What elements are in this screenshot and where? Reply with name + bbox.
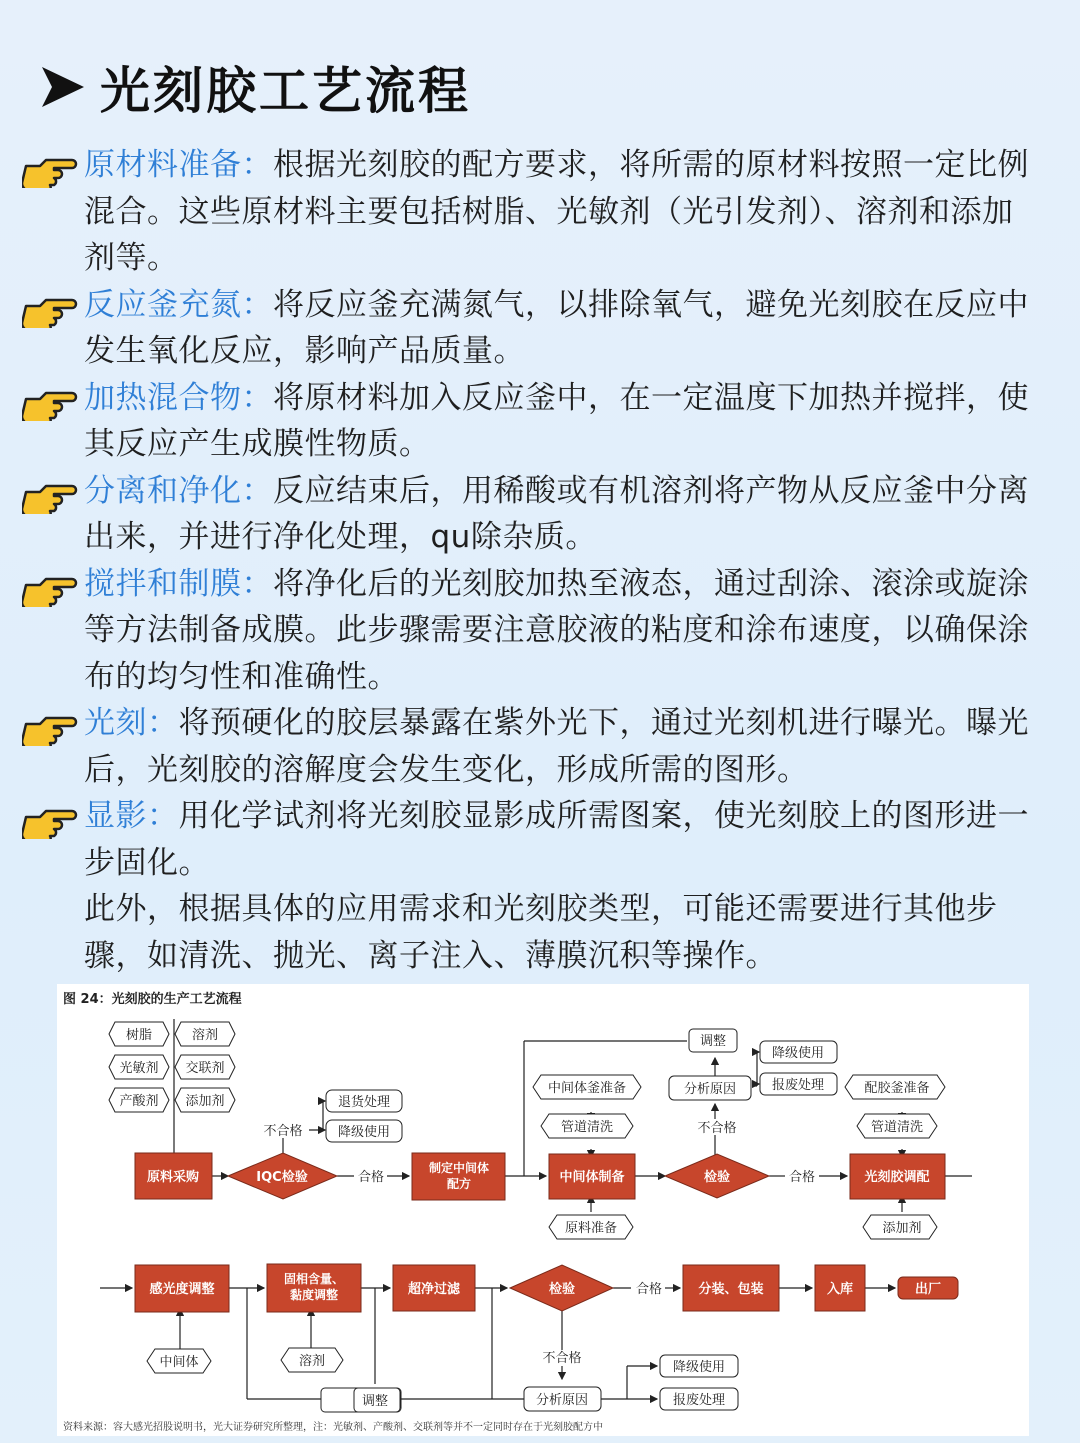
node-inspect1: 检验 <box>703 1170 731 1185</box>
step-keyword: 反应釜充氮： <box>84 286 273 323</box>
material-label: 溶剂 <box>191 1028 219 1043</box>
node-pipe1: 管道清洗 <box>560 1120 614 1135</box>
flow-diagram <box>57 984 1029 1414</box>
node-ultra-filter: 超净过滤 <box>407 1282 461 1297</box>
pointing-hand-icon <box>22 381 78 421</box>
node-package: 分装、包装 <box>698 1282 764 1297</box>
node-solid-line1: 固相含量、 <box>283 1272 345 1286</box>
page-header <box>40 52 471 122</box>
node-scrap2: 报废处理 <box>672 1393 726 1408</box>
node-return: 退货处理 <box>337 1095 391 1110</box>
figure-title: 图 24：光刻胶的生产工艺流程 <box>63 992 242 1007</box>
list-item <box>22 468 1032 561</box>
note-paragraph: 此外，根据具体的应用需求和光刻胶类型，可能还需要进行其他步骤，如清洗、抛光、离子注入、薄膜沉积等操作。 <box>84 891 998 974</box>
step-text: 反应结束后，用稀酸或有机溶剂将产物从反应釜中分离出来，并进行净化处理，qu除杂质。 <box>84 472 1029 555</box>
node-formula-line2: 配方 <box>446 1177 472 1191</box>
material-label: 产酸剂 <box>119 1094 159 1109</box>
node-iqc: IQC检验 <box>256 1170 308 1185</box>
figure-source: 资料来源：容大感光招股说明书，光大证券研究所整理，注：光敏剂、产酸剂、交联剂等并不一定同时存在于光刻胶配方中 <box>63 1422 603 1433</box>
materials <box>109 1022 235 1112</box>
node-downgrade1: 降级使用 <box>337 1125 391 1140</box>
node-additive: 添加剂 <box>882 1221 922 1236</box>
pointing-hand-icon <box>22 474 78 514</box>
node-raw-prep: 原料准备 <box>564 1221 618 1236</box>
list-item <box>22 561 1032 701</box>
node-blend: 光刻胶调配 <box>864 1170 930 1185</box>
step-keyword: 分离和净化： <box>84 472 273 509</box>
page-title: 光刻胶工艺流程 <box>100 62 471 120</box>
label-pass3: 合格 <box>635 1282 663 1297</box>
material-label: 树脂 <box>125 1028 153 1043</box>
material-label: 交联剂 <box>185 1061 225 1076</box>
step-text: 根据光刻胶的配方要求，将所需的原材料按照一定比例混合。这些原材料主要包括树脂、光敏剂（光引发剂）、溶剂和添加剂等。 <box>84 147 1029 276</box>
list-item <box>22 375 1032 468</box>
node-solvent: 溶剂 <box>298 1354 326 1369</box>
material-label: 光敏剂 <box>119 1061 159 1076</box>
node-purchase: 原料采购 <box>146 1170 200 1185</box>
pointing-hand-icon <box>22 706 78 746</box>
list-item <box>22 282 1032 375</box>
node-inspect2: 检验 <box>548 1282 576 1297</box>
process-flow-figure <box>57 984 1029 1436</box>
node-adjust-top: 调整 <box>699 1034 727 1049</box>
step-keyword: 光刻： <box>84 705 179 741</box>
node-pipe2: 管道清洗 <box>870 1120 924 1135</box>
pointing-hand-icon <box>22 567 78 607</box>
node-formula-kettle: 配胶釜准备 <box>864 1081 930 1096</box>
step-keyword: 原材料准备： <box>84 147 273 183</box>
node-formula-line1: 制定中间体 <box>428 1161 490 1175</box>
label-pass1: 合格 <box>357 1170 385 1185</box>
pointing-hand-icon <box>22 148 78 188</box>
node-sensitivity: 感光度调整 <box>149 1282 215 1297</box>
step-text: 将预硬化的胶层暴露在紫外光下，通过光刻机进行曝光。曝光后，光刻胶的溶解度会发生变化，形成所需的图形。 <box>84 705 1029 788</box>
label-fail2: 不合格 <box>697 1121 737 1136</box>
node-downgrade3: 降级使用 <box>672 1360 726 1375</box>
pointing-hand-icon <box>22 799 78 839</box>
node-analyze1: 分析原因 <box>683 1082 737 1097</box>
step-keyword: 显影： <box>84 798 179 834</box>
step-keyword: 搅拌和制膜： <box>84 565 273 602</box>
node-scrap1: 报废处理 <box>771 1078 825 1093</box>
label-pass2: 合格 <box>788 1170 816 1185</box>
list-item <box>22 700 1032 793</box>
pointing-hand-icon <box>22 288 78 328</box>
label-fail3: 不合格 <box>542 1351 582 1366</box>
node-store: 入库 <box>826 1282 854 1297</box>
node-solid-line2: 黏度调整 <box>289 1288 339 1302</box>
step-keyword: 加热混合物： <box>84 379 273 416</box>
node-intermediate-kettle: 中间体釜准备 <box>547 1081 627 1096</box>
step-text: 将净化后的光刻胶加热至液态，通过刮涂、滚涂或旋涂等方法制备成膜。此步骤需要注意胶液的粘度和涂布速度，以确保涂布的均匀性和准确性。 <box>84 565 1029 695</box>
list-item <box>22 793 1032 886</box>
step-text: 将原材料加入反应釜中，在一定温度下加热并搅拌，使其反应产生成膜性物质。 <box>84 379 1029 462</box>
node-ship: 出厂 <box>914 1282 942 1297</box>
node-analyze2: 分析原因 <box>535 1393 589 1408</box>
step-text: 用化学试剂将光刻胶显影成所需图案，使光刻胶上的图形进一步固化。 <box>84 798 1029 881</box>
arrow-right-icon <box>40 61 86 113</box>
material-label: 添加剂 <box>185 1094 225 1109</box>
node-downgrade2: 降级使用 <box>771 1046 825 1061</box>
node-intermediate: 中间体 <box>159 1355 199 1370</box>
node-intermediate-prep: 中间体制备 <box>559 1170 625 1185</box>
node-adjust-bottom: 调整 <box>361 1394 389 1409</box>
step-text: 将反应釜充满氮气，以排除氧气，避免光刻胶在反应中发生氧化反应，影响产品质量。 <box>84 286 1029 369</box>
label-fail1: 不合格 <box>263 1124 303 1139</box>
steps-list <box>22 142 1032 979</box>
list-item <box>22 142 1032 282</box>
